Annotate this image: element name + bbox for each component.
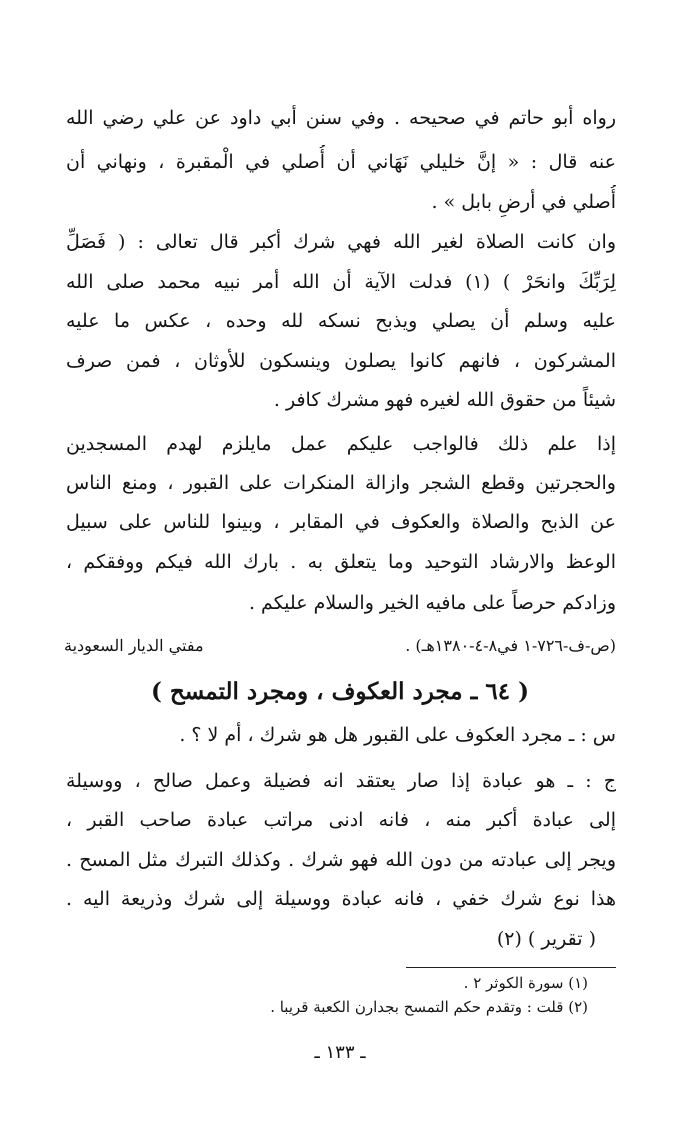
section-heading: ( ٦٤ ـ مجرد العكوف ، ومجرد التمسح ) bbox=[151, 678, 529, 705]
source-note: ( تقرير ) (٢) bbox=[496, 928, 596, 950]
mufti-signature: مفتي الديار السعودية bbox=[64, 636, 204, 655]
paragraph-1-line-1: رواه أبو حاتم في صحيحه . وفي سنن أبي داود عن علي رضي الله bbox=[66, 107, 616, 129]
paragraph-3-line-3: عن الذبح والصلاة والعكوف في المقابر ، وبينوا للناس على سبيل bbox=[66, 511, 616, 533]
paragraph-3-line-4: الوعظ والارشاد التوحيد وما يتعلق به . بارك الله فيكم ووفقكم ، bbox=[66, 551, 616, 573]
paragraph-3-line-1: إذا علم ذلك فالواجب عليكم عمل مايلزم لهدم المسجدين bbox=[66, 433, 616, 455]
paragraph-2-line-5: شيئاً من حقوق الله لغيره فهو مشرك كافر . bbox=[273, 389, 616, 411]
answer-line-3: ويجر إلى عبادته من دون الله فهو شرك . وكذلك التبرك مثل المسح . bbox=[66, 849, 616, 871]
footnote-1: (١) سورة الكوثر ٢ . bbox=[463, 974, 588, 992]
paragraph-3-line-5: وزادكم حرصاً على مافيه الخير والسلام عليكم . bbox=[248, 592, 616, 614]
question-line: س : ـ مجرد العكوف على القبور هل هو شرك ، أم لا ؟ . bbox=[179, 724, 616, 746]
paragraph-1-line-2: عنه قال : « إنَّ خليلي نَهَاني أن أُصلي في الْمقبرة ، ونهاني أن bbox=[66, 151, 616, 173]
paragraph-2-line-1: وان كانت الصلاة لغير الله فهي شرك أكبر قال تعالى : ( فَصَلِّ bbox=[66, 231, 616, 253]
paragraph-2-line-3: عليه وسلم أن يصلي ويذبح نسكه لله وحده ، عكس ما عليه bbox=[66, 310, 616, 332]
paragraph-1-line-3: أُصلي في أرضِ بابل » . bbox=[431, 191, 616, 213]
footnote-2: (٢) قلت : وتقدم حكم التمسح بجدارن الكعبة قريبا . bbox=[270, 998, 588, 1016]
answer-line-4: هذا نوع شرك خفي ، فانه عبادة ووسيلة إلى شرك وذريعة اليه . bbox=[66, 888, 616, 910]
answer-line-2: إلى عبادة أكبر منه ، فانه ادنى مراتب عبادة صاحب القبر ، bbox=[66, 809, 616, 831]
fatwa-reference: (ص-ف-٧٢٦-١ في٨-٤-١٣٨٠هـ) . bbox=[405, 636, 616, 655]
citation-line bbox=[64, 630, 616, 662]
page-number: ـ ١٣٣ ـ bbox=[314, 1042, 366, 1063]
answer-line-1: ج : ـ هو عبادة إذا صار يعتقد انه فضيلة وعمل صالح ، ووسيلة bbox=[66, 770, 616, 792]
paragraph-3-line-2: والحجرتين وقطع الشجر وازالة المنكرات على القبور ، ومنع الناس bbox=[66, 472, 616, 494]
footnote-separator bbox=[406, 967, 616, 968]
paragraph-2-line-2: لِرَبِّكَ وانحَرْ ) (١) فدلت الآية أن الله أمر نبيه محمد صلى الله bbox=[66, 271, 616, 293]
paragraph-2-line-4: المشركون ، فانهم كانوا يصلون وينسكون للأوثان ، فمن صرف bbox=[66, 350, 616, 372]
